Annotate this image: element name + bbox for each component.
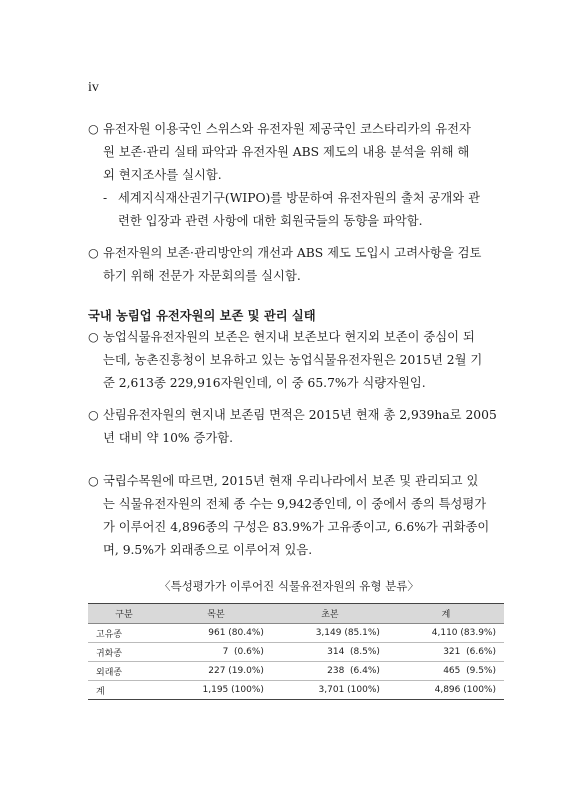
paragraph-line: 년 대비 약 10% 증가함. [103,431,234,445]
bullet-icon: ○ [88,330,99,344]
table-cell: 961 (80.4%) [160,624,272,643]
row-label: 외래종 [88,662,160,681]
column-header: 초본 [272,604,388,624]
row-label: 계 [88,681,160,700]
bullet-icon: ○ [88,122,99,136]
table-cell: 314 (8.5%) [272,643,388,662]
table-row [88,681,504,700]
column-header: 구분 [88,604,160,624]
bullet-icon: ○ [88,474,99,488]
sub-bullet-line: 련한 입장과 관련 사항에 대한 회원국들의 동향을 파악함. [118,214,423,228]
paragraph-line: 는데, 농촌진흥청이 보유하고 있는 농업식물유전자원은 2015년 2월 기 [103,353,483,367]
page-number: iv [88,80,99,95]
sub-bullet-line: - 세계지식재산권기구(WIPO)를 방문하여 유전자원의 출처 공개와 관 [88,187,504,210]
paragraph-line: 하기 위해 전문가 자문회의를 실시함. [103,269,301,283]
table-cell: 4,110 (83.9%) [388,624,504,643]
paragraph-expert-meeting [88,242,504,288]
paragraph-agri-resources [88,326,504,395]
paragraph-line: 가 이루어진 4,896종의 구성은 83.9%가 고유종이고, 6.6%가 귀화종이 [103,520,490,534]
table-cell: 227 (19.0%) [160,662,272,681]
paragraph-field-survey [88,118,504,233]
paragraph-line: 는 식물유전자원의 전체 종 수는 9,942종인데, 이 중에서 종의 특성평가 [103,497,487,511]
paragraph-forest-resources [88,404,504,450]
paragraph-line: 며, 9.5%가 외래종으로 이루어져 있음. [103,543,313,557]
paragraph-line: ○ 유전자원 이용국인 스위스와 유전자원 제공국인 코스타리카의 유전자 [88,118,504,141]
table-cell: 321 (6.6%) [388,643,504,662]
paragraph-line: ○ 국립수목원에 따르면, 2015년 현재 우리나라에서 보존 및 관리되고 있 [88,470,504,493]
column-header: 계 [388,604,504,624]
paragraph-line: 준 2,613종 229,916자원인데, 이 중 65.7%가 식량자원임. [103,376,426,390]
table-cell: 465 (9.5%) [388,662,504,681]
bullet-icon: ○ [88,408,99,422]
table-cell: 1,195 (100%) [160,681,272,700]
table-cell: 3,701 (100%) [272,681,388,700]
row-label: 고유종 [88,624,160,643]
table-caption: 〈특성평가가 이루어진 식물유전자원의 유형 분류〉 [159,579,419,593]
dash-icon: - [103,191,108,205]
bullet-icon: ○ [88,246,99,260]
table-cell: 4,896 (100%) [388,681,504,700]
paragraph-line: ○ 산림유전자원의 현지내 보존림 면적은 2015년 현재 총 2,939ha로 2005 [88,404,504,427]
paragraph-national-arboretum [88,470,504,562]
table-row [88,662,504,681]
paragraph-line: 외 현지조사를 실시함. [103,168,222,182]
paragraph-line: 원 보존·관리 실태 파악과 유전자원 ABS 제도의 내용 분석을 위해 해 [103,145,470,159]
table-cell: 7 (0.6%) [160,643,272,662]
column-header: 목본 [160,604,272,624]
section-title: 국내 농림업 유전자원의 보존 및 관리 실태 [88,309,316,323]
table-cell: 238 (6.4%) [272,662,388,681]
plant-resource-type-table [88,603,504,700]
table-header-row [88,604,504,624]
paragraph-line: ○ 유전자원의 보존·관리방안의 개선과 ABS 제도 도입시 고려사항을 검토 [88,242,504,265]
table-row [88,643,504,662]
table-row [88,624,504,643]
paragraph-line: ○ 농업식물유전자원의 보존은 현지내 보존보다 현지외 보존이 중심이 되 [88,326,504,349]
table-cell: 3,149 (85.1%) [272,624,388,643]
row-label: 귀화종 [88,643,160,662]
